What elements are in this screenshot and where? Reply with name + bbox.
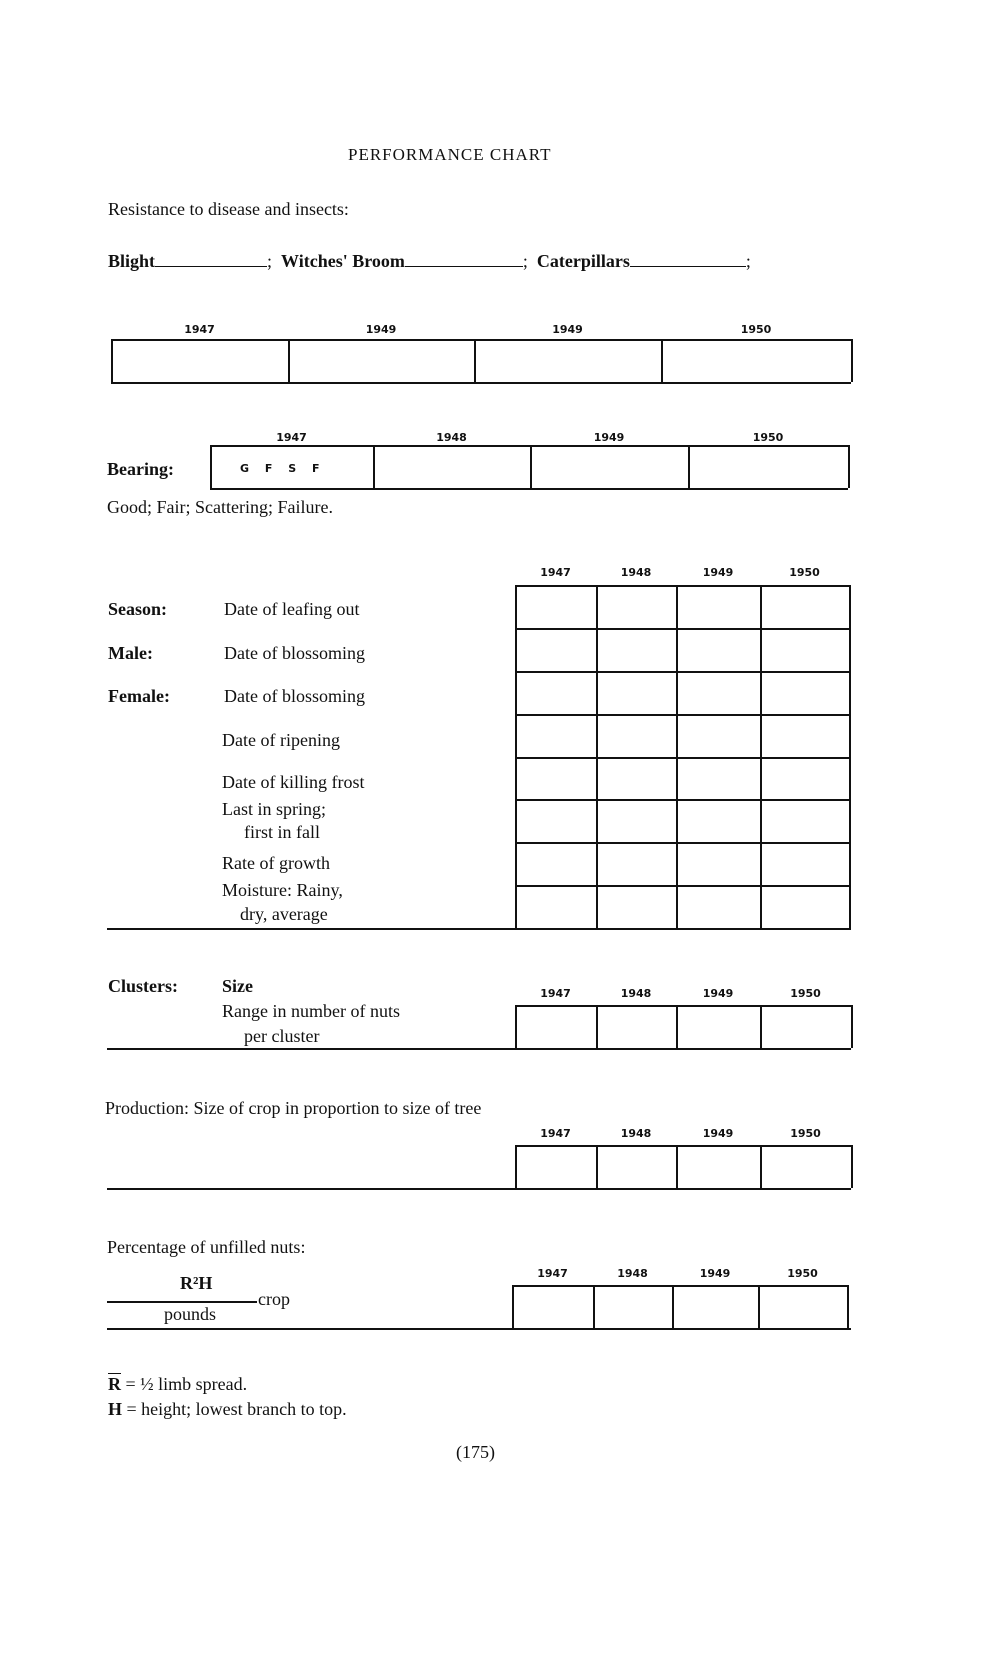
year-label: 1948 xyxy=(436,431,467,444)
bearing-codes: G F S F xyxy=(240,462,320,475)
blight-blank[interactable] xyxy=(155,252,267,267)
grid-bottom-line xyxy=(107,1188,851,1190)
row-moisture: Moisture: Rainy, xyxy=(222,880,343,900)
row-leafing: Date of leafing out xyxy=(224,599,360,619)
grid-bottom-line xyxy=(210,488,848,490)
year-label: 1947 xyxy=(276,431,307,444)
entry-cell[interactable] xyxy=(595,1287,672,1328)
entry-cell[interactable] xyxy=(476,341,661,382)
formula-denominator: pounds xyxy=(164,1304,217,1324)
footnote-h xyxy=(108,1400,347,1418)
production-label: Production: Size of crop in proportion to size of tree xyxy=(105,1098,482,1118)
grid-bottom-line xyxy=(107,1328,851,1330)
h-definition: = height; lowest branch to top. xyxy=(122,1399,347,1419)
entry-cell[interactable] xyxy=(212,447,373,488)
blight-label: Blight xyxy=(108,251,156,271)
year-label: 1949 xyxy=(702,566,734,579)
formula-fraction-bar xyxy=(107,1301,257,1303)
r-definition: = ½ limb spread. xyxy=(121,1374,248,1394)
year-label: 1948 xyxy=(620,566,652,579)
entry-cell[interactable] xyxy=(375,447,530,488)
season-label: Season: xyxy=(108,599,168,619)
clusters-range: Range in number of nuts xyxy=(222,1001,400,1021)
footnote-r xyxy=(108,1375,247,1393)
year-label: 1947 xyxy=(540,566,571,579)
entry-cell[interactable] xyxy=(532,447,688,488)
row-first-fall: first in fall xyxy=(244,822,320,842)
grid-bottom-line xyxy=(111,382,851,384)
blight-line xyxy=(108,252,751,270)
row-dry-average: dry, average xyxy=(240,904,328,924)
year-label: 1949 xyxy=(552,323,583,336)
grid-column-line xyxy=(851,1005,853,1048)
row-female-blossoming: Date of blossoming xyxy=(224,686,365,706)
witches-broom-blank[interactable] xyxy=(405,252,523,267)
entry-cell[interactable] xyxy=(760,1287,847,1328)
entry-cell[interactable] xyxy=(598,1007,676,1048)
entry-cell[interactable] xyxy=(678,1007,760,1048)
entry-cell[interactable] xyxy=(690,447,848,488)
year-label: 1950 xyxy=(787,1267,818,1280)
entry-cell[interactable] xyxy=(517,1147,596,1188)
entry-cell[interactable] xyxy=(678,1147,760,1188)
page-number: (175) xyxy=(456,1442,495,1462)
entry-cell[interactable] xyxy=(762,1007,851,1048)
row-killing-frost: Date of killing frost xyxy=(222,772,365,792)
year-label: 1948 xyxy=(620,1127,652,1140)
grid-column-line xyxy=(851,1145,853,1188)
year-label: 1950 xyxy=(790,1127,821,1140)
caterpillars-label: Caterpillars xyxy=(536,251,630,271)
row-last-spring: Last in spring; xyxy=(222,799,326,819)
row-male-blossoming: Date of blossoming xyxy=(224,643,365,663)
row-ripening: Date of ripening xyxy=(222,730,340,750)
year-label: 1949 xyxy=(702,1127,734,1140)
bearing-legend: Good; Fair; Scattering; Failure. xyxy=(107,497,333,517)
grid-column-line xyxy=(849,585,851,928)
sep: ; xyxy=(745,251,751,271)
year-label: 1949 xyxy=(699,1267,731,1280)
entry-cell[interactable] xyxy=(663,341,851,382)
resistance-heading: Resistance to disease and insects: xyxy=(108,199,349,219)
formula-crop: crop xyxy=(258,1289,290,1309)
year-label: 1947 xyxy=(540,1127,571,1140)
grid-column-line xyxy=(847,1285,849,1328)
entry-cell[interactable] xyxy=(514,1287,593,1328)
grid-column-line xyxy=(851,339,853,382)
witches-broom-label: Witches' Broom xyxy=(281,251,405,271)
entry-cell[interactable] xyxy=(762,1147,851,1188)
sep: ; xyxy=(267,251,273,271)
entry-cell[interactable] xyxy=(598,587,676,928)
year-label: 1948 xyxy=(617,1267,648,1280)
year-label: 1947 xyxy=(540,987,571,1000)
male-label: Male: xyxy=(108,643,153,663)
year-label: 1950 xyxy=(790,987,821,1000)
year-label: 1949 xyxy=(593,431,625,444)
female-label: Female: xyxy=(108,686,170,706)
year-label: 1950 xyxy=(740,323,772,336)
year-label: 1950 xyxy=(752,431,784,444)
year-label: 1949 xyxy=(702,987,734,1000)
sep: ; xyxy=(522,251,528,271)
formula-numerator: R²H xyxy=(180,1273,213,1293)
clusters-size: Size xyxy=(222,976,253,996)
year-label: 1950 xyxy=(789,566,820,579)
year-label: 1949 xyxy=(365,323,397,336)
bearing-label: Bearing: xyxy=(107,459,174,479)
row-rate-growth: Rate of growth xyxy=(222,853,330,873)
entry-cell[interactable] xyxy=(762,587,849,928)
entry-cell[interactable] xyxy=(678,587,760,928)
r-symbol: $\overline{R}$ xyxy=(108,1374,121,1394)
grid-bottom-line xyxy=(107,928,851,930)
grid-bottom-line xyxy=(107,1048,851,1050)
entry-cell[interactable] xyxy=(674,1287,758,1328)
caterpillars-blank[interactable] xyxy=(630,252,746,267)
entry-cell[interactable] xyxy=(290,341,474,382)
h-symbol: H xyxy=(108,1399,123,1419)
entry-cell[interactable] xyxy=(517,587,596,928)
entry-cell[interactable] xyxy=(598,1147,676,1188)
page-title: PERFORMANCE CHART xyxy=(348,145,552,164)
year-label: 1947 xyxy=(184,323,215,336)
entry-cell[interactable] xyxy=(113,341,288,382)
entry-cell[interactable] xyxy=(517,1007,596,1048)
year-label: 1947 xyxy=(537,1267,568,1280)
clusters-label: Clusters: xyxy=(108,976,178,996)
year-label: 1948 xyxy=(620,987,652,1000)
clusters-per-cluster: per cluster xyxy=(244,1026,320,1046)
grid-column-line xyxy=(848,445,850,488)
unfilled-label: Percentage of unfilled nuts: xyxy=(107,1237,306,1257)
